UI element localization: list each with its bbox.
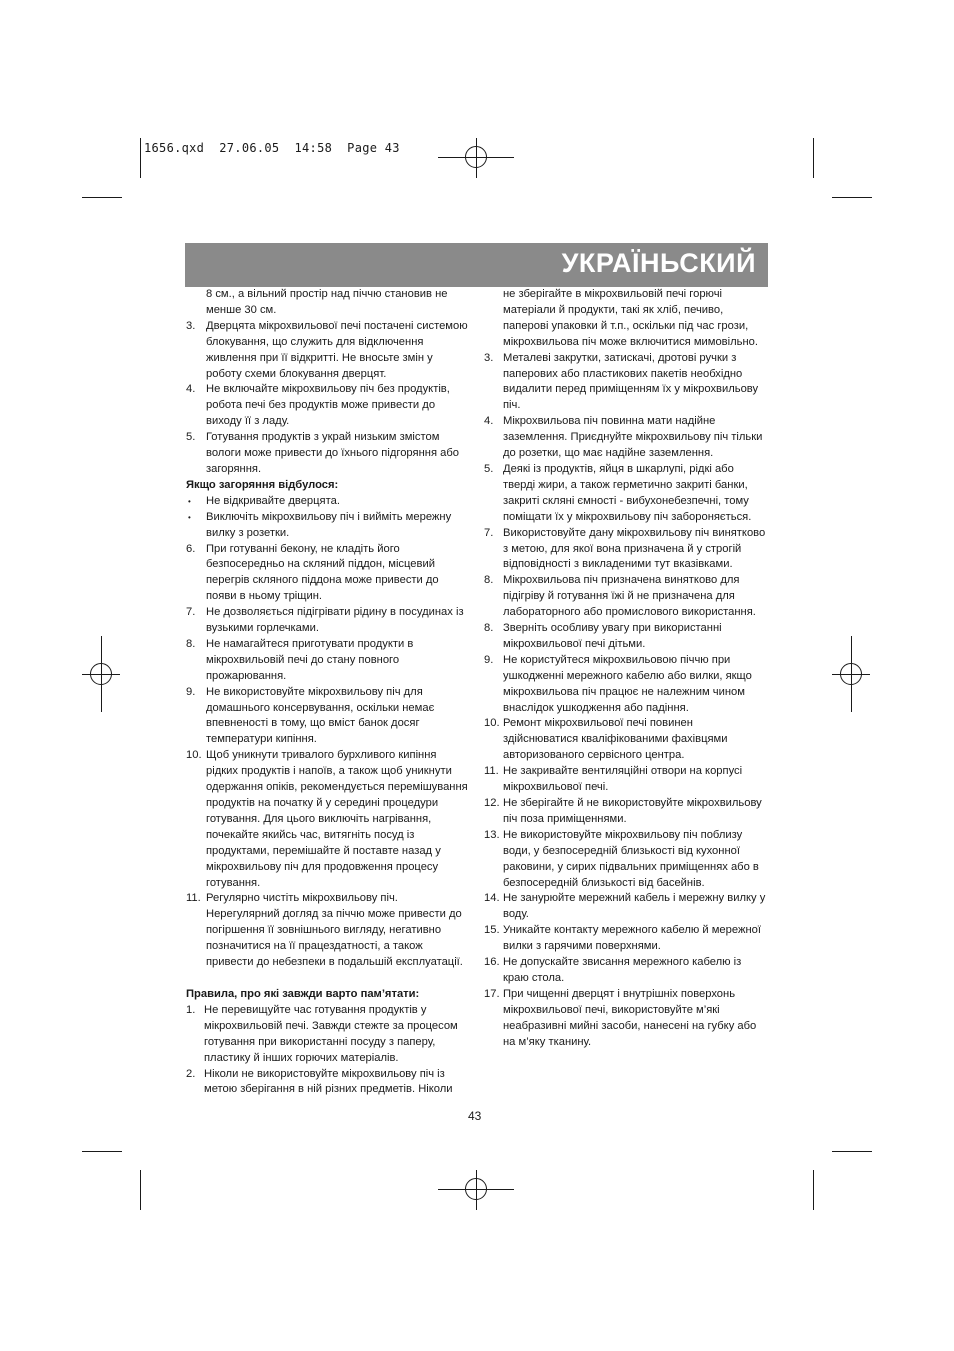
continuation-text: 8 см., а вільний простір над піччю становив не менше 30 см. [206, 288, 448, 316]
item-number: 10. [484, 717, 500, 730]
item-text: Ремонт мікрохвильової печі повинен здійснюватися кваліфікованими фахівцями авторизованого сервісного центра. [503, 717, 728, 762]
crop-mark [140, 138, 141, 178]
list-item [484, 526, 766, 574]
section-heading: Якщо загоряння відбулося: [186, 478, 339, 491]
list-item [484, 621, 766, 653]
item-text: Не закривайте вентиляційні отвори на корпусі мікрохвильової печі. [503, 765, 743, 794]
list-item [484, 923, 766, 955]
item-text: Не включайте мікрохвильову піч без продуктів, робота печі без продуктів може привести до виходу її з ладу. [206, 383, 450, 428]
item-number: 5. [186, 431, 196, 444]
item-number: 5. [484, 462, 494, 475]
left-column [186, 287, 468, 1098]
item-text: Не користуйтеся мікрохвильовою піччю при ушкодженні мережного кабелю або вилки, якщо мікрохвильова піч працює не належним чином внаслідок ушкодження або падіння. [503, 653, 752, 714]
item-text: Дверцята мікрохвильової печі постачені системою блокування, що служить для відключення живлення при її відкритті. Не вносьте змін у роботу схеми блокування дверцят. [206, 319, 468, 380]
item-text: Щоб уникнути тривалого бурхливого кипіння рідких продуктів і напоїв, а також щоб уникнути одержання опіків, рекомендується перемішування продуктів на початку й у середині процедури готування. Для цього виключіть нагрівання, почекайте якийсь час, витягніть посуд із продуктами, перемішайте й поставте назад у мікрохвильову піч для продовження процесу готування. [206, 749, 468, 889]
item-text: Регулярно чистіть мікрохвильову піч. Нерегулярний догляд за піччю може привести до погіршення її зовнішнього вигляду, негативно позначитися на її працездатності, а також привести до небезпеки в подальшій експлуатації. [206, 892, 463, 969]
bullet-item [186, 510, 468, 542]
registration-circle [840, 663, 862, 685]
item-number: 9. [186, 685, 196, 698]
item-text: Не занурюйте мережний кабель і мережну вилку у воду. [503, 892, 766, 921]
crop-mark [813, 1170, 814, 1210]
section-heading: Правила, про які завжди варто пам’ятати: [186, 987, 420, 1000]
item-text: При готуванні бекону, не кладіть його безпосередньо на скляний піддон, місцевий перегрів скляного піддона може привести до появи в ньому тріщин. [206, 542, 439, 603]
list-item [484, 653, 766, 717]
item-number: 4. [186, 383, 196, 396]
item-number: 9. [484, 653, 494, 666]
item-text: Не допускайте звисання мережного кабелю із краю стола. [503, 956, 742, 984]
item-number: 1. [186, 1003, 196, 1016]
banner-title: УКРАЇНЬСКИЙ [561, 248, 756, 278]
list-item [484, 987, 766, 1051]
bullet-icon: • [188, 496, 191, 506]
item-text: Не використовуйте мікрохвильову піч поблизу води, у безпосередній близькості від кухонної раковини, у сирих підвальних приміщеннях або в безпосередній близькості від басейнів. [503, 828, 759, 889]
item-number: 12. [484, 797, 500, 809]
list-item [186, 685, 468, 749]
list-item [484, 764, 766, 796]
item-number: 4. [484, 415, 494, 428]
spacer [186, 971, 468, 987]
item-text: Зверніть особливу увагу при використанні мікрохвильової печі дітьми. [503, 622, 722, 650]
item-text: Не дозволяється підігрівати рідину в посудинах із вузькими горлечками. [206, 606, 464, 635]
bullet-item [186, 494, 468, 510]
item-number: 10. [186, 749, 202, 762]
item-text: Мікрохвильова піч повинна мати надійне заземлення. Приєднуйте мікрохвильову піч тільки до розетки, що має надійне заземлення. [503, 415, 763, 460]
language-banner [185, 243, 768, 287]
bullet-text: Виключіть мікрохвильову піч і вийміть мережну вилку з розетки. [206, 510, 452, 539]
list-item [186, 382, 468, 430]
item-number: 14. [484, 892, 500, 905]
list-item [186, 748, 468, 891]
list-item [186, 542, 468, 606]
page-number: 43 [468, 1109, 482, 1123]
item-text: Не використовуйте мікрохвильову піч для домашнього консервування, оскільки немає впевненості в тому, що вміст банок досяг температури кипіння. [206, 685, 435, 746]
item-text: Не зберігайте й не використовуйте мікрохвильову піч поза приміщеннями. [503, 797, 762, 825]
crop-mark [82, 1151, 122, 1152]
list-item [484, 414, 766, 462]
bullet-text: Не відкривайте дверцята. [206, 494, 340, 507]
item-text: Металеві закрутки, затискачі, дротові ручки з паперових або пластикових пакетів необхідно видалити перед приміщенням їх у мікрохвильову піч. [503, 351, 759, 412]
list-item [484, 796, 766, 828]
item-text: Використовуйте дану мікрохвильову піч винятково з метою, для якої вона призначена й у строгій відповідності з викладеними тут вказівками. [503, 526, 766, 571]
item-number: 16. [484, 956, 500, 969]
item-text: Не намагайтеся приготувати продукти в мікрохвильовій печі до стану повного прожарювання. [206, 637, 414, 682]
item-number: 2. [186, 1067, 196, 1080]
registration-circle [465, 1178, 487, 1200]
item-number: 8. [484, 622, 494, 635]
item-text: При чищенні дверцят і внутрішніх поверхонь мікрохвильової печі, використовуйте м’які неабразивні мийні засоби, нанесені на губку або на м’яку тканину. [503, 987, 757, 1048]
item-number: 6. [186, 542, 196, 555]
list-item [484, 351, 766, 415]
right-column [484, 287, 766, 1051]
list-item [186, 1003, 468, 1067]
list-item [484, 955, 766, 987]
list-item [186, 1067, 468, 1099]
list-item [186, 319, 468, 383]
registration-circle [90, 663, 112, 685]
crop-mark [813, 138, 814, 178]
crop-mark [82, 197, 122, 198]
item-number: 8. [186, 637, 196, 650]
item-text: Деякі із продуктів, яйця в шкарлупі, рідкі або тверді жири, а також герметично закриті банки, закриті скляні ємності - вибухонебезпечні, тому поміщати їх у мікрохвильову піч забороняється. [503, 462, 752, 523]
item-number: 7. [186, 606, 196, 619]
item-text: Ніколи не використовуйте мікрохвильову піч із метою зберігання в ній різних предметів. Ніколи [204, 1067, 453, 1096]
list-item [186, 637, 468, 685]
item-number: 17. [484, 987, 500, 1000]
continuation-text: не зберігайте в мікрохвильовій печі горючі матеріали й продукти, такі як хліб, печиво, паперові упаковки й т.п., оскільки під час грози, мікрохвильова піч може включитися мимовільно. [503, 288, 758, 348]
list-item [186, 891, 468, 971]
item-number: 15. [484, 924, 500, 937]
item-number: 8. [484, 574, 494, 587]
item-number: 3. [186, 319, 196, 332]
list-item [186, 430, 468, 478]
bullet-icon: • [188, 512, 191, 522]
item-number: 11. [484, 765, 499, 778]
item-text: Готування продуктів з украй низьким змістом вологи може привести до їхнього підгоряння або загоряння. [206, 431, 459, 475]
item-text: Мікрохвильова піч призначена винятково для підігріву й готування їжі й не призначена для лабораторного або промислового використання. [503, 574, 756, 619]
crop-mark [140, 1170, 141, 1210]
item-number: 13. [484, 828, 500, 841]
item-text: Уникайте контакту мережного кабелю й мережної вилки з гарячими поверхнями. [503, 924, 761, 953]
item-number: 11. [186, 892, 201, 905]
item-number: 3. [484, 351, 494, 364]
crop-mark [832, 197, 872, 198]
file-slug: 1656.qxd 27.06.05 14:58 Page 43 [144, 141, 400, 155]
crop-mark [832, 1151, 872, 1152]
item-number: 7. [484, 526, 494, 539]
list-item [484, 891, 766, 923]
registration-circle [465, 146, 487, 168]
list-item [186, 605, 468, 637]
list-item [484, 828, 766, 892]
list-item [484, 573, 766, 621]
item-text: Не перевищуйте час готування продуктів у мікрохвильовій печі. Завжди стежте за процесом готування при використанні посуду з паперу, пластику й інших горючих матеріалів. [204, 1003, 458, 1064]
list-item [484, 716, 766, 764]
list-item [484, 462, 766, 526]
